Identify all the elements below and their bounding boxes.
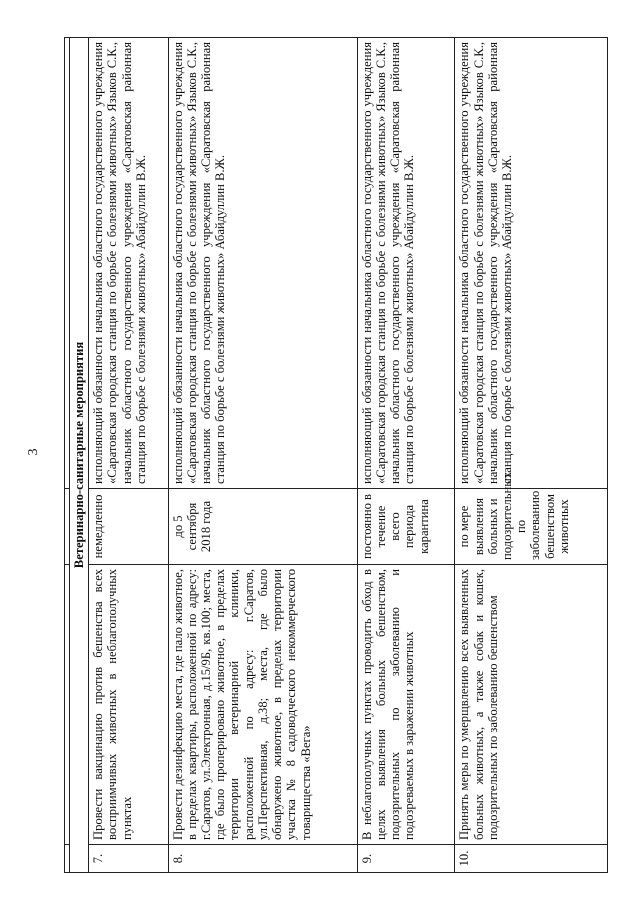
row-term: до 5 сентября 2018 года <box>168 489 357 565</box>
row-number: 10. <box>455 845 608 873</box>
table-row <box>357 38 455 873</box>
row-task: Провести вакцинацию против бешенства всех восприимчивых животных в неблагополучных пунктах <box>89 565 168 845</box>
table-row <box>455 38 608 873</box>
row-responsible: исполняющий обязанности начальника областного государственного учреждения «Саратовская городская станция по борьбе с болезнями животных» Языков С.К., начальник областного государственного учреждения «Саратовская районная станция по борьбе с болезнями животных» Абайдуллин В.Ж. <box>89 38 168 489</box>
section-title: Ветеринарно-санитарные мероприятия <box>70 38 89 873</box>
table-row <box>89 38 168 873</box>
row-term: немедленно <box>89 489 168 565</box>
row-responsible: исполняющий обязанности начальника областного государственного учреждения «Саратовская городская станция по борьбе с болезнями животных» Языков С.К., начальник областного государственного учреждения «Саратовская районная станция по борьбе с болезнями животных» Абайдуллин В.Ж. <box>357 38 455 489</box>
table-row <box>168 38 357 873</box>
row-task: В неблагополучных пунктах проводить обход в целях выявления больных бешенством, подозрительных по заболеванию и подозреваемых в заражении животных <box>357 565 455 845</box>
row-number: 9. <box>357 845 455 873</box>
row-task: Принять меры по умерщвлению всех выявленных больных животных, а также собак и кошек, подозрительных по заболеванию бешенством <box>455 565 608 845</box>
measures-table <box>64 37 608 873</box>
row-responsible: исполняющий обязанности начальника областного государственного учреждения «Саратовская городская станция по борьбе с болезнями животных» Языков С.К., начальник областного государственного учреждения «Саратовская районная станция по борьбе с болезнями животных» Абайдуллин В.Ж. <box>455 38 608 489</box>
rotated-table-container <box>64 37 608 873</box>
row-term: по мере выявления больных и подозрительных по заболеванию бешенством животных <box>455 489 608 565</box>
row-term: постоянно в течение всего периода карантина <box>357 489 455 565</box>
row-task: Провести дезинфекцию места, где пало животное, в пределах квартиры, расположенной по адресу: г.Саратов, ул.Электронная, д.15/9Б, кв.100; места, где было проперировано животное, в пределах территории ветеринарной клиники, расположенной по адресу: г.Саратов, ул.Перспективная, д.38; места, где было обнаружено животное, в пределах территории участка № 8 садоводческого некоммерческого товарищества «Вега» <box>168 565 357 845</box>
section-header-row <box>70 38 89 873</box>
page-number: 3 <box>26 448 41 456</box>
rotated-table <box>64 37 608 873</box>
row-number: 8. <box>168 845 357 873</box>
row-responsible: исполняющий обязанности начальника областного государственного учреждения «Саратовская городская станция по борьбе с болезнями животных» Языков С.К., начальник областного государственного учреждения «Саратовская районная станция по борьбе с болезнями животных» Абайдуллин В.Ж. <box>168 38 357 489</box>
row-number: 7. <box>89 845 168 873</box>
